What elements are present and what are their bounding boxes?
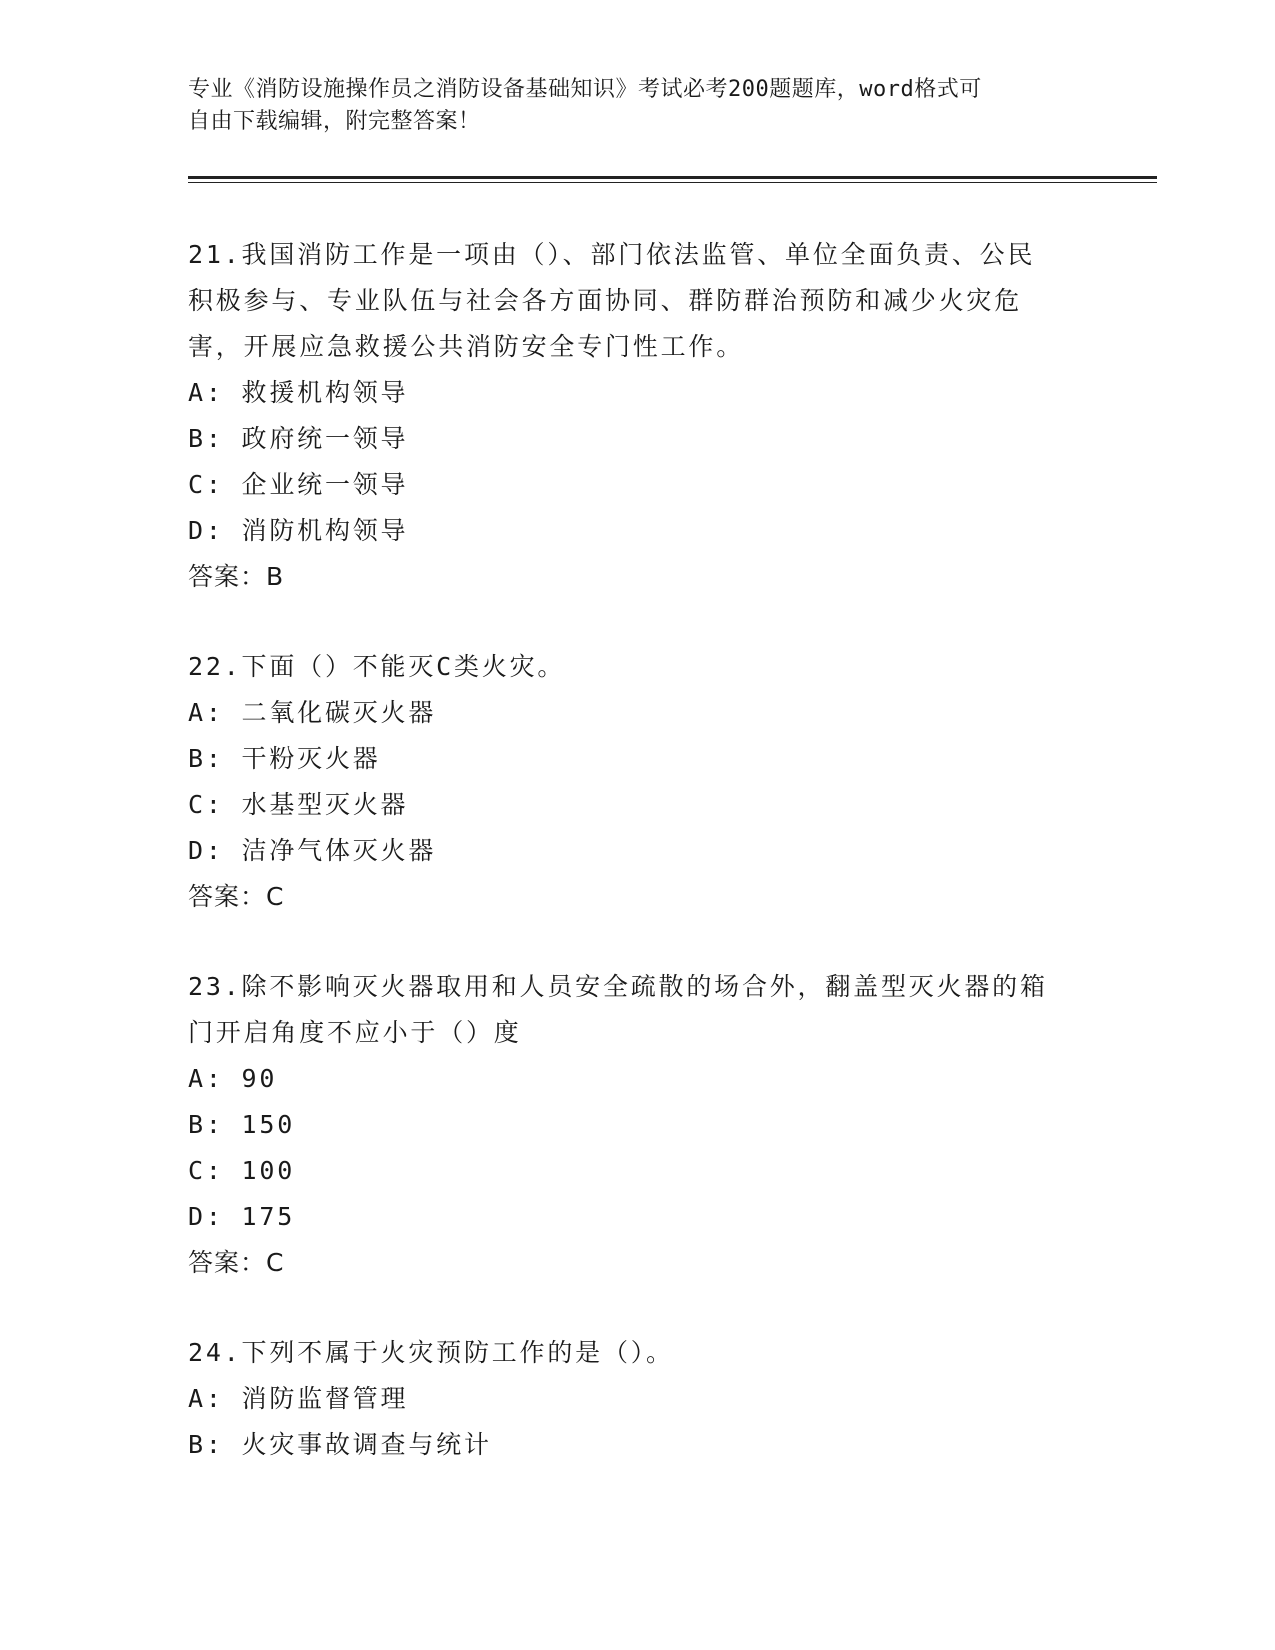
answer-line: 答案：C [188, 1248, 285, 1277]
document-header [188, 74, 1068, 138]
question-stem: 23.除不影响灭火器取用和人员安全疏散的场合外，翻盖型灭火器的箱 [188, 972, 1048, 1001]
answer-line: 答案：C [188, 882, 285, 911]
option-a: A: 90 [188, 1064, 278, 1093]
answer-line: 答案：B [188, 562, 285, 591]
option-a: A: 救援机构领导 [188, 378, 409, 407]
option-b: B: 干粉灭火器 [188, 744, 381, 773]
option-d: D: 洁净气体灭火器 [188, 836, 437, 865]
question-list [188, 232, 1088, 1512]
question-stem: 21.我国消防工作是一项由（）、部门依法监管、单位全面负责、公民 [188, 240, 1036, 269]
question-stem: 积极参与、专业队伍与社会各方面协同、群防群治预防和减少火灾危 [188, 286, 1023, 315]
question-stem: 24.下列不属于火灾预防工作的是（）。 [188, 1338, 674, 1367]
question-21 [188, 232, 1088, 600]
option-b: B: 150 [188, 1110, 296, 1139]
header-title-line: 专业《消防设施操作员之消防设备基础知识》考试必考200题题库，word格式可 [188, 77, 982, 102]
header-divider-thin [188, 182, 1157, 183]
question-stem: 22.下面（）不能灭C类火灾。 [188, 652, 566, 681]
option-a: A: 二氧化碳灭火器 [188, 698, 437, 727]
option-b: B: 火灾事故调查与统计 [188, 1430, 492, 1459]
question-22 [188, 644, 1088, 920]
header-title-line: 自由下载编辑，附完整答案！ [188, 109, 481, 134]
question-stem: 门开启角度不应小于（）度 [188, 1018, 522, 1047]
option-c: C: 企业统一领导 [188, 470, 409, 499]
option-d: D: 175 [188, 1202, 296, 1231]
option-c: C: 100 [188, 1156, 296, 1185]
option-b: B: 政府统一领导 [188, 424, 409, 453]
header-divider-thick [188, 176, 1157, 179]
option-d: D: 消防机构领导 [188, 516, 409, 545]
option-c: C: 水基型灭火器 [188, 790, 409, 819]
question-24 [188, 1330, 1088, 1468]
option-a: A: 消防监督管理 [188, 1384, 409, 1413]
question-stem: 害，开展应急救援公共消防安全专门性工作。 [188, 332, 745, 361]
question-23 [188, 964, 1088, 1286]
